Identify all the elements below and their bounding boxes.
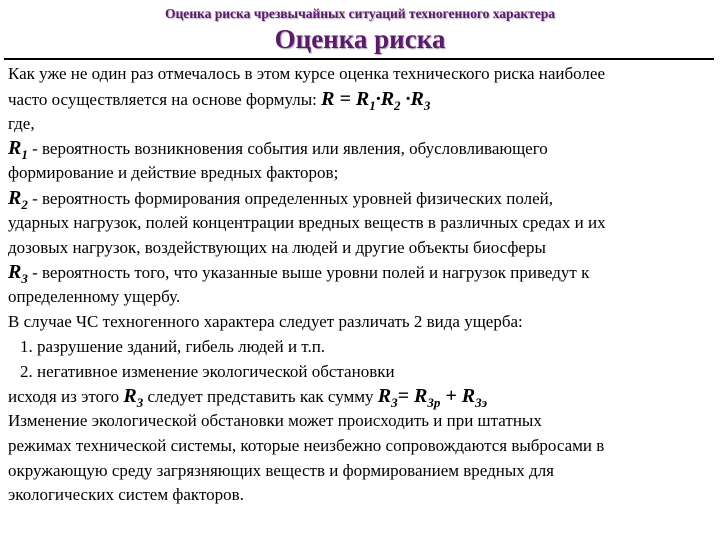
formula-part: R [8,137,22,160]
list-item: 1. разрушение зданий, гибель людей и т.п. [20,336,326,356]
text-line: определенному ущербу. [8,287,181,307]
list-item: 2. негативное изменение экологической обстановки [20,361,395,381]
text-fragment: - вероятность того, что указанные выше уровни полей и нагрузок приведут к [27,263,590,283]
risk-formula [321,87,431,113]
formula-subscript: 3э [475,395,487,411]
formula-part: R [123,385,137,408]
formula-part: = [397,385,414,408]
text-line: ударных нагрузок, полей концентрации вредных веществ в различных средах и их [8,213,606,233]
formula-subscript: 3 [136,395,144,411]
text-line: дозовых нагрузок, воздействующих на людей и другие объекты биосферы [8,237,546,257]
symbol-r3 [8,261,28,287]
symbol-r3 [123,385,144,411]
formula-part: ·R [400,87,424,110]
formula-part: + [440,385,462,408]
text-line [8,384,718,409]
text-line [8,186,718,211]
text-fragment: - вероятность возникновения события или явления, обусловливающего [27,139,548,159]
formula-part: R [8,187,22,210]
formula-subscript: 1 [21,147,28,163]
formula-part: R [377,385,392,408]
text-line: Как уже не один раз отмечалось в этом курсе оценка технического риска наиболее [8,64,606,83]
text-line [8,87,718,112]
sum-formula [377,385,487,411]
text-line [8,260,718,285]
formula-part: R [414,385,428,408]
text-line [8,136,718,161]
text-fragment: следует представить как сумму [143,387,378,407]
text-line: формирование и действие вредных факторов; [8,163,339,183]
formula-subscript: 2 [394,97,401,113]
text-line: где, [8,113,35,133]
symbol-r2 [8,187,28,213]
formula-subscript: 3р [427,395,441,411]
formula-subscript: 3 [423,97,431,113]
text-line: экологических систем факторов. [8,485,244,505]
formula-part: ·R [375,87,395,110]
text-fragment: исходя из этого [8,387,124,407]
symbol-r1 [8,137,28,163]
text-fragment: - вероятность формирования определенных уровней физических полей, [27,189,554,209]
title-divider [4,58,714,60]
slide-title: Оценка риска [274,24,446,54]
text-line: режимах технической системы, которые неизбежно сопровождаются выбросами в [8,435,605,455]
formula-part: R [8,261,22,284]
formula-subscript: 2 [21,197,28,213]
formula-part: R [461,385,476,408]
text-fragment: часто осуществляется на основе формулы: [8,89,322,109]
formula-part: R = R [321,87,370,110]
text-line: В случае ЧС техногенного характера следует различать 2 вида ущерба: [8,312,523,332]
slide-body [8,62,718,508]
slide-header: Оценка риска чрезвычайных ситуаций техногенного характера [165,6,555,21]
text-line: окружающую среду загрязняющих веществ и формированием вредных для [8,460,554,480]
formula-subscript: 1 [369,97,376,113]
formula-subscript: 3 [391,395,398,411]
text-line: Изменение экологической обстановки может происходить и при штатных [8,411,542,431]
formula-subscript: 3 [21,271,28,287]
